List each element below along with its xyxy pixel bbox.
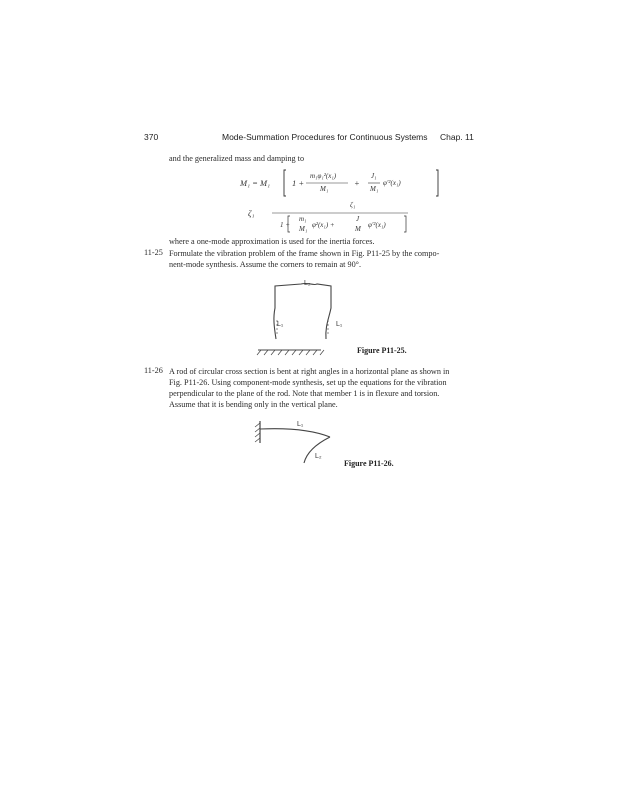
damping-equation xyxy=(240,200,450,234)
problem-number: 11-26 xyxy=(144,366,163,375)
mass-lhs: M₁ = M₁ xyxy=(240,178,271,188)
damp-lhs: ζ₁ xyxy=(248,208,255,218)
problem-number: 11-25 xyxy=(144,248,163,257)
damp-den-e: M xyxy=(355,225,361,233)
problem-text-line: Formulate the vibration problem of the frame shown in Fig. P11-25 by the compo- xyxy=(169,249,440,258)
damp-fraction xyxy=(270,200,410,234)
frame-outline xyxy=(274,283,331,339)
mass-term2-fn: φ′²(x₁) xyxy=(383,179,401,187)
problem-text-line: A rod of circular cross section is bent at right angles in a horizontal plane as shown in xyxy=(169,367,450,376)
damp-one-plus: 1 + xyxy=(280,221,290,229)
running-title: Mode-Summation Procedures for Continuous Systems xyxy=(222,132,428,142)
ground-hatching xyxy=(257,350,324,355)
frame-label-left: L₁ xyxy=(277,321,284,328)
page-number: 370 xyxy=(144,132,159,142)
damp-den-a: m₁ xyxy=(299,215,307,223)
mass-one-plus: 1 + xyxy=(292,178,305,188)
member-1 xyxy=(260,429,330,437)
rod-label-member2: L₂ xyxy=(315,453,322,460)
figure-caption: Figure P11-26. xyxy=(344,459,394,468)
mass-plus: + xyxy=(354,178,360,188)
figure-caption: Figure P11-25. xyxy=(357,346,407,355)
problem-text-line: Fig. P11-26. Using component-mode synthesis, set up the equations for the vibration xyxy=(169,378,447,387)
chapter-label: Chap. 11 xyxy=(440,132,474,142)
problem-text-line: perpendicular to the plane of the rod. Note that member 1 is in flexure and torsion. xyxy=(169,389,440,398)
frame-label-top: L₂ xyxy=(304,280,311,287)
damp-den-b: M₁ xyxy=(299,225,308,233)
mass-term1-num: m₁φ₁²(x₁) xyxy=(310,172,337,180)
frame-figure xyxy=(255,278,345,358)
damp-num: ζ₁ xyxy=(350,201,356,209)
wall-hatching xyxy=(255,423,260,442)
damp-den-f: φ′²(x₁) xyxy=(368,221,386,229)
problem-text-line: nent-mode synthesis. Assume the corners to remain at 90°. xyxy=(169,260,362,269)
intro-line: and the generalized mass and damping to xyxy=(169,154,305,163)
mass-term1-den: M₁ xyxy=(320,185,329,193)
mass-term2-den: M₁ xyxy=(370,185,379,193)
frame-label-right: L₁ xyxy=(336,321,343,328)
problem-text-line: Assume that it is bending only in the vertical plane. xyxy=(169,400,338,409)
damp-den-d: J xyxy=(356,215,360,223)
mass-brackets xyxy=(282,168,442,198)
after-equation-line: where a one-mode approximation is used for the inertia forces. xyxy=(169,237,375,246)
damp-den-c: φ²(x₁) + xyxy=(312,221,335,229)
rod-label-member1: L₁ xyxy=(297,421,304,428)
mass-term2-num: J₁ xyxy=(371,172,377,180)
mass-equation xyxy=(240,168,450,198)
